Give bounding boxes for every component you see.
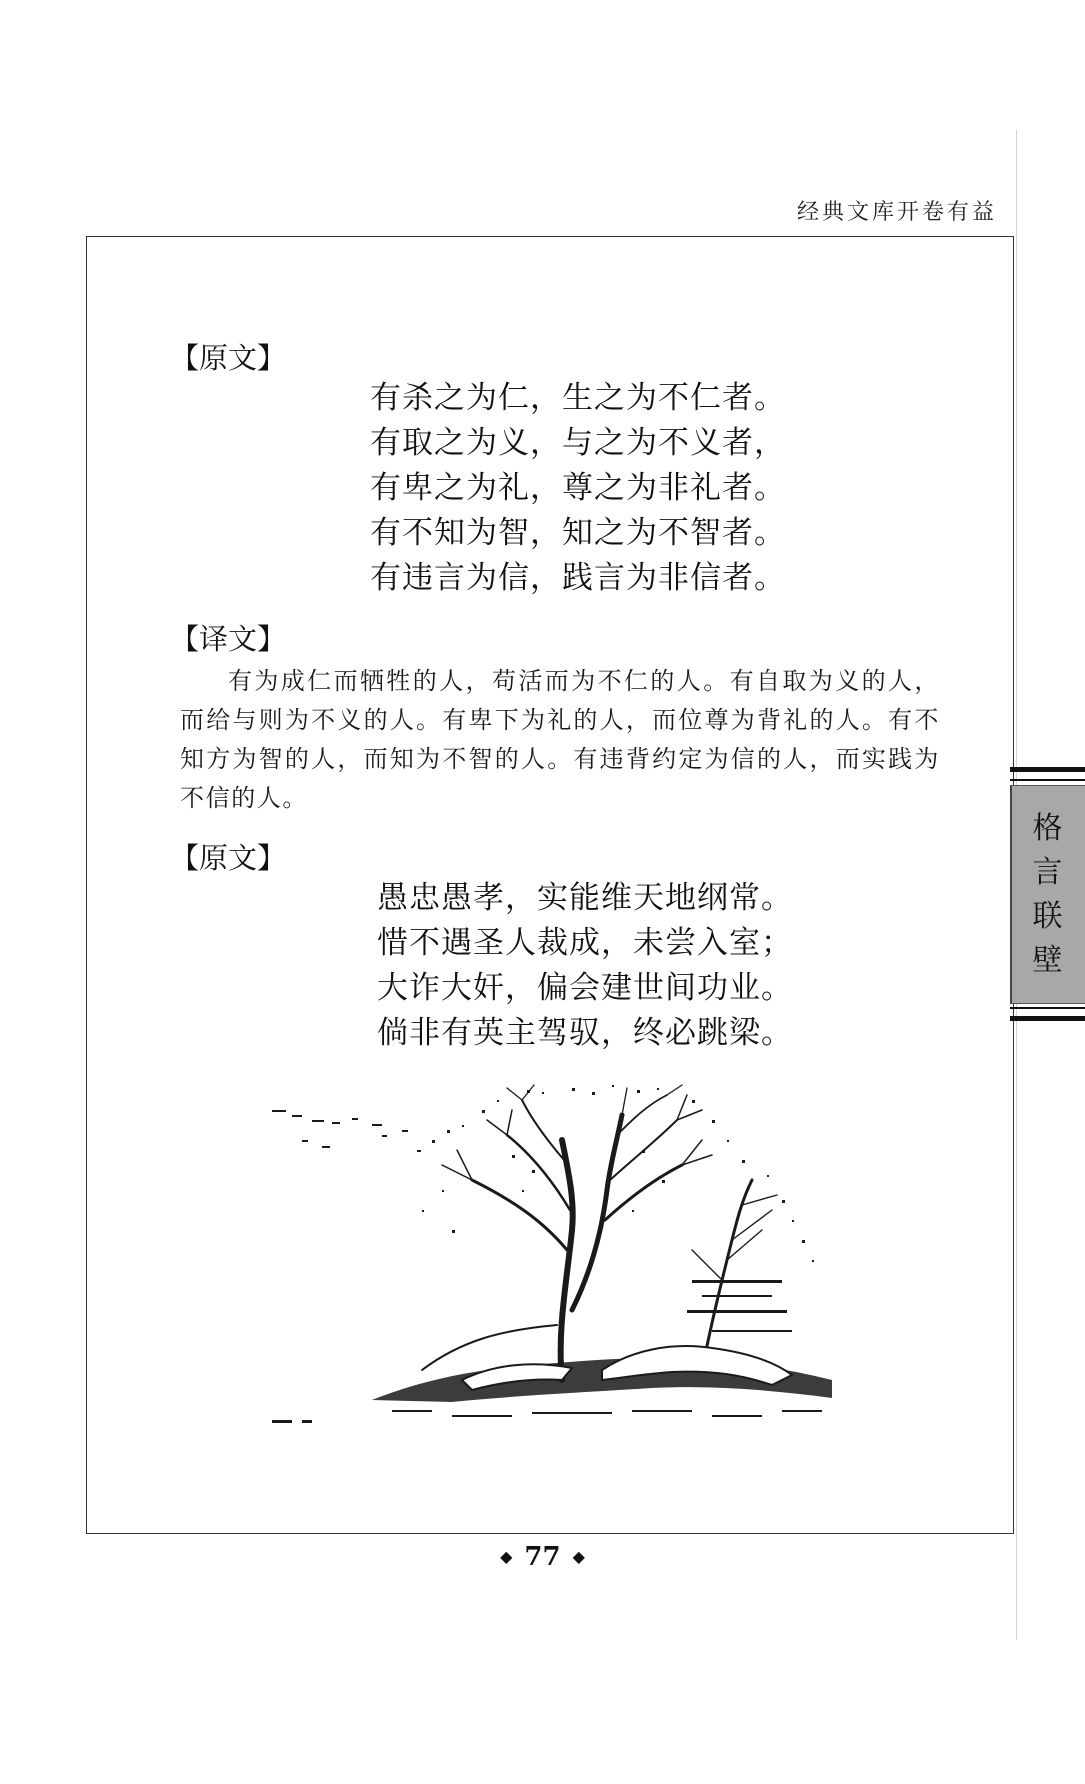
running-header: 经典文库开卷有益: [796, 200, 997, 225]
tab-rule-top: [1010, 767, 1085, 781]
tab-rule-bottom: [1010, 1007, 1085, 1021]
diamond-ornament: ◆: [572, 1547, 585, 1566]
chapter-title-vertical: [1010, 807, 1085, 983]
page-number: 77: [524, 1542, 561, 1572]
poem-line: 愚忠愚孝，实能维天地纲常。: [377, 880, 793, 916]
tree-landscape-illustration: [272, 1080, 862, 1450]
poem-line: 有取之为义，与之为不义者，: [370, 425, 786, 461]
page-footer: [0, 1542, 1085, 1572]
section-label-original-2: 【原文】: [170, 841, 287, 875]
poem-line: 惜不遇圣人裁成，未尝入室；: [377, 925, 793, 961]
chapter-side-tab: [1010, 767, 1085, 1022]
translation-paragraph: 有为成仁而牺牲的人，苟活而为不仁的人。有自取为义的人，而给与则为不义的人。有卑下为礼的人，而位尊为背礼的人。有不知方为智的人，而知为不智的人。有违背约定为信的人，而实践为不信的人。: [180, 667, 940, 812]
poem-line: 有违言为信，践言为非信者。: [370, 560, 786, 596]
poem-line: 倘非有英主驾驭，终必跳梁。: [377, 1015, 793, 1051]
poem-line: 有不知为智，知之为不智者。: [370, 515, 786, 551]
poem-original-2: [377, 876, 793, 1056]
chapter-char: 格: [1032, 811, 1063, 846]
poem-line: 有杀之为仁，生之为不仁者。: [370, 380, 786, 416]
chapter-char: 壁: [1032, 943, 1063, 978]
section-label-translation: 【译文】: [170, 622, 287, 656]
diamond-ornament: ◆: [500, 1547, 513, 1566]
poem-line: 大诈大奸，偏会建世间功业。: [377, 970, 793, 1006]
chapter-char: 联: [1032, 899, 1063, 934]
chapter-char: 言: [1032, 855, 1063, 890]
section-label-original-1: 【原文】: [170, 341, 287, 375]
poem-line: 有卑之为礼，尊之为非礼者。: [370, 470, 786, 506]
poem-original-1: [370, 376, 786, 601]
